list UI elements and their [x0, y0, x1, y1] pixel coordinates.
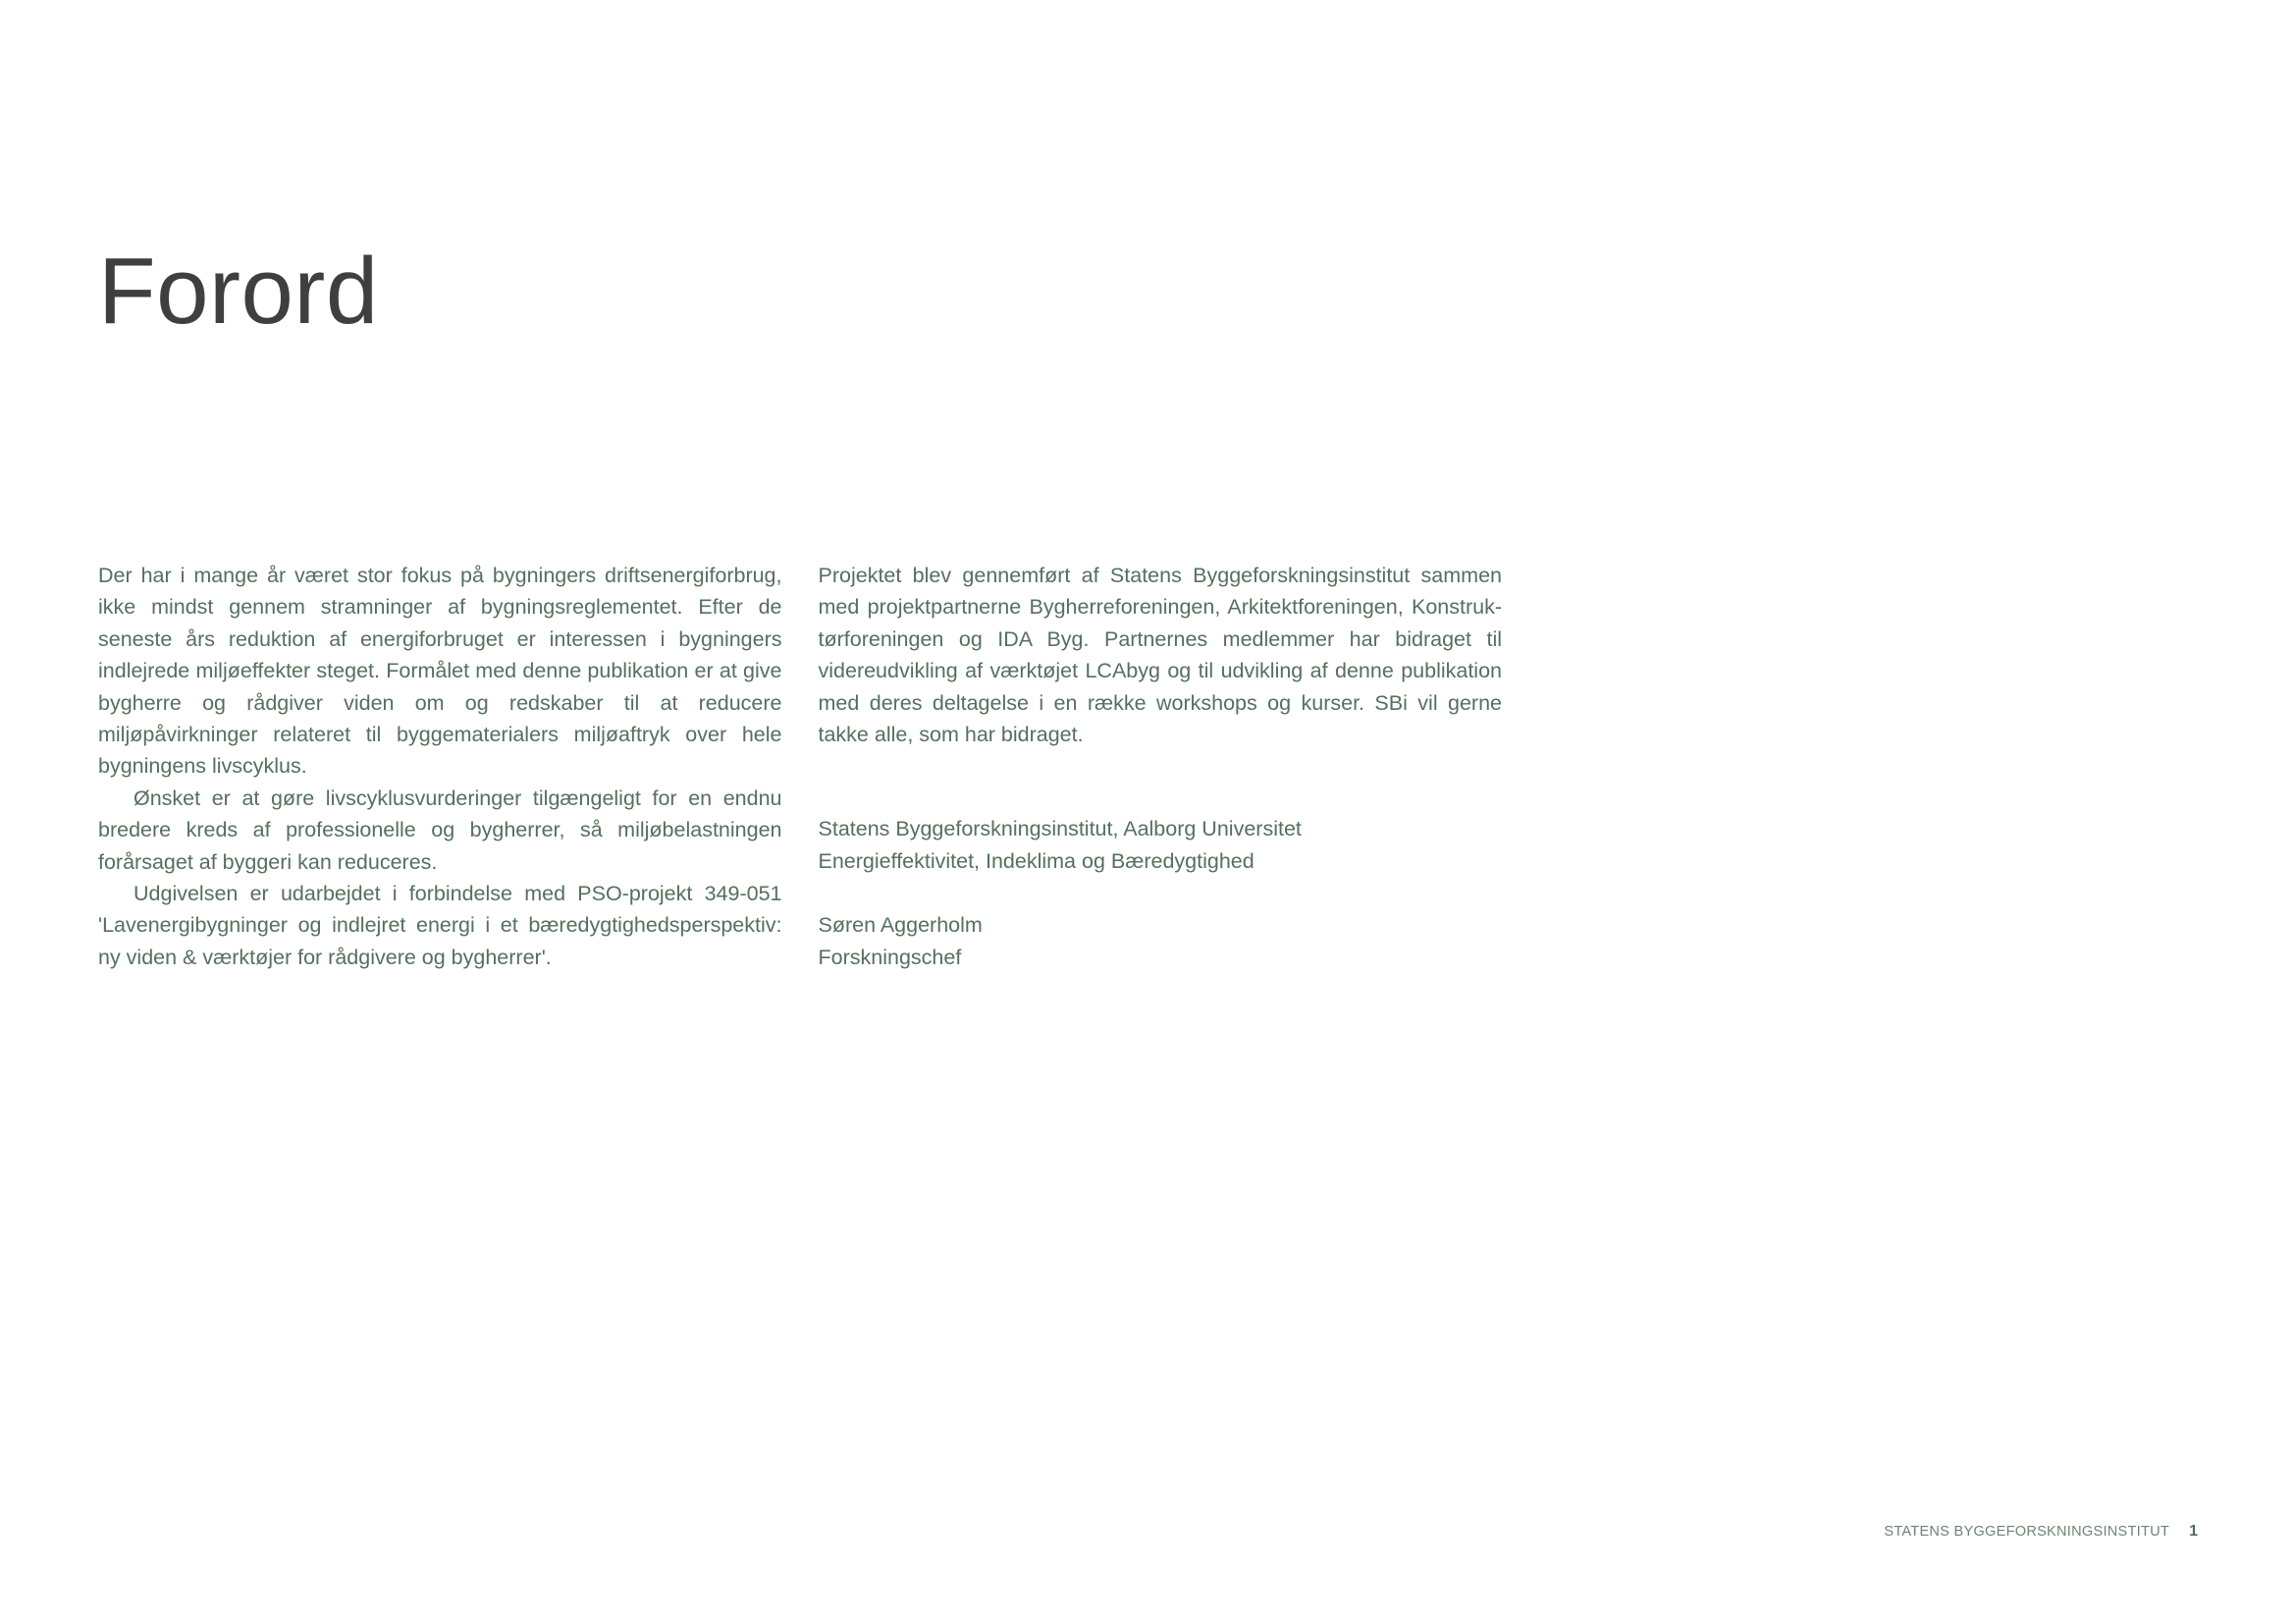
signature-spacer [819, 877, 1503, 909]
left-paragraph-1: Der har i mange år været stor fokus på bygningers driftsenergiforbrug, ikke mindst gennem stramninger af bygningsreglementet. Efter de seneste års reduktion af energiforbruget er interessen i bygningers indlejrede miljøeffekter steget. Formålet med denne publikation er at give bygherre og rådgiver viden om og redskaber til at reducere miljøpåvirkninger relateret til byggematerialers miljøaftryk over hele bygningens livscyklus. [98, 564, 782, 779]
organisation-line-1: Statens Byggeforskningsinstitut, Aalborg Universitet [818, 817, 1302, 841]
left-text-column [98, 560, 782, 973]
footer-institute-label: STATENS BYGGEFORSKNINGSINSTITUT [1884, 1524, 2170, 1540]
left-paragraph-3: Udgivelsen er udarbejdet i forbindelse med PSO-projekt 349-051 'Lavenergibygninger og indlejret energi i et bæredygtighedsperspektiv: ny viden & værktøjer for rådgivere og bygherrer'. [98, 882, 782, 969]
page-title: Forord [98, 239, 379, 345]
page-footer [1884, 1523, 2198, 1541]
right-text-column [819, 560, 1503, 973]
two-column-text-body [98, 560, 1502, 973]
organisation-line-2: Energieffektivitet, Indeklima og Bæredygtighed [818, 848, 1255, 873]
footer-page-number: 1 [2189, 1523, 2198, 1540]
signature-title: Forskningschef [818, 945, 962, 969]
signature-name: Søren Aggerholm [818, 913, 983, 938]
right-paragraph-1: Projektet blev gennemført af Statens Byggeforskningsinstitut sammen med projektpartnerne Bygherreforeningen, Arkitektforeningen, Konstruk-tørforeningen og IDA Byg. Partnernes medlemmer har bidraget til videreudvikling af værktøjet LCAbyg og til udvikling af denne publikation med deres deltagelse i en række workshops og kurser. SBi vil gerne takke alle, som har bidraget. [818, 564, 1502, 747]
left-paragraph-2: Ønsket er at gøre livscyklusvurderinger tilgængeligt for en endnu bredere kreds af professionelle og bygherrer, så miljøbelastningen forårsaget af byggeri kan reduceres. [98, 785, 782, 874]
paragraph-spacer [819, 750, 1503, 813]
